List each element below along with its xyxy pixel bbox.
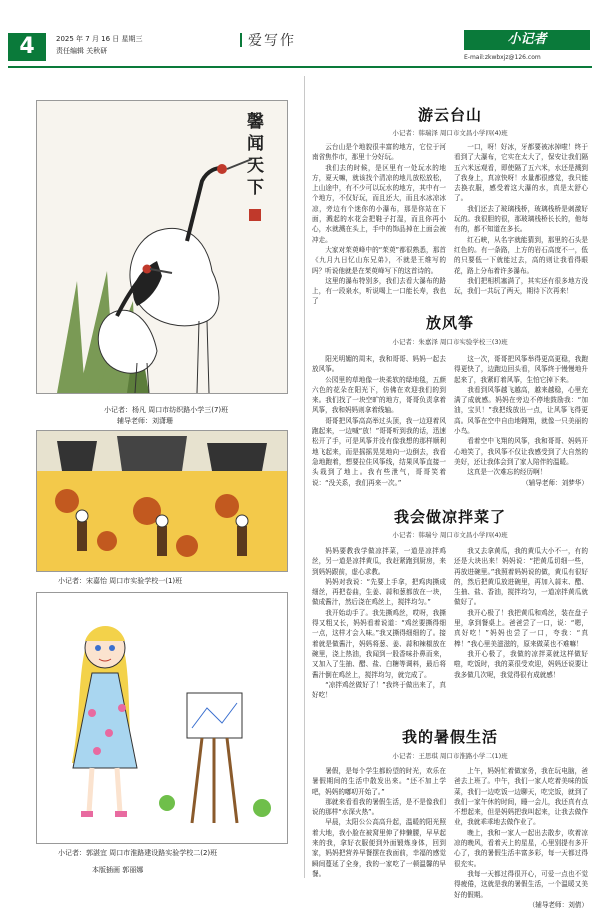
issue-date: 2025 年 7 月 16 日 星期三 [56, 35, 143, 43]
girl-illustration [37, 593, 287, 843]
caption-girl: 小记者：郭湛宜 周口市淮路建设路实验学校二(2)班 [58, 849, 218, 857]
farm-scene-painting [36, 430, 288, 572]
email-line: E-mail:zkwbxjz@126.com [464, 54, 541, 61]
girl-painting [36, 592, 288, 844]
article-body-col1: 暑假，是每个学生都盼望的时光，欢乐在暑假期间的生活中散发出来。“还不加上学吧，妈妈的嘟叨开始了。” 那就来看看我的暑假生活，是不是像我们说的那样“水深火热”。 早晨，太阳公公高高升起，温暖的阳光照着大地，我小脸在被窝里伸了伸懒腰，早早起来的我，拿好衣服便到外面锻炼身体，回到家，妈妈把营养早餐摆在我面前，幸福的感觉瞬间蔓延了全身，我的一家吃了一顿温馨的早餐。 [312, 767, 446, 878]
caption-farm: 小记者：宋嘉怡 周口市实验学校一(1)班 [58, 577, 183, 585]
article-body-col2: 我又去拿黄瓜，我的黄瓜大小不一，有的还是大块出来！妈妈说：“把黄瓜切细一些，再放进碗里。”我照着妈妈说的做，黄瓜有很好的，然后把黄瓜放进碗里，再加入蒜末、醋、生抽、盐、香油，搅拌均匀，一道凉拌黄瓜就做好了。 我开心极了！我把黄瓜和鸡丝，装在盘子里，拿到餐桌上。爸爸尝了一口，说：“嗯，真好吃！”妈妈也尝了一口，夸我：“真棒！”我心里美滋滋的，原来做菜也不难嘛！ 我开心极了，我做的凉拌菜就这样做好啦，吃饭时，我的菜很受欢迎，妈妈还说要让我多做几次呢，我觉得很有成就感！ [454, 547, 588, 679]
article-byline: 小记者：韩瑞泽 周口市文昌小学四(4)班 [392, 129, 508, 137]
article-body-col1: 阳光明媚的周末，我和哥哥、妈妈一起去放风筝。 公园里的草地像一块柔软的绿地毯，五颜六色的花朵在阳光下，仿佛在欢迎我们的到来。我们找了一块空旷的地方，哥哥负责拿着风筝，我和妈妈则拿着线轴。 哥哥把风筝高高举过头顶，我一边迎着风跑起来，一边喊“放！”哥哥听到我的话，迅速松开了手，可是风筝并没有像我想的那样顺利地飞起来，而是摇摇晃晃地向一边倒去，我看急地跑着，想要拉住风筝线，结果风筝直接一头栽到了地上。我有些泄气，哥哥笑着说：“没关系，我们再来一次。” [312, 355, 446, 487]
illustration-credit: 本版插画 郭丽娜 [92, 866, 144, 874]
article-title: 我的暑假生活 [401, 728, 498, 746]
article-body-col2: 这一次，哥哥把风筝举得更高更稳，我跑得更快了，边跑边回头看，风筝终于慢慢地升起来了，我紧盯着风筝，生怕它掉下来。 我看到风筝越飞越高，越来越稳，心里充满了成就感。妈妈在旁边不停地鼓励我：“加油，宝贝！”我把线放出一点，让风筝飞得更高。风筝在空中自由地翱翔，就像一只美丽的小鸟。 看着空中飞翔的风筝，我和哥哥、妈妈开心地笑了，我风筝不仅让我感受到了大自然的美好，还让我体会到了家人陪伴的温暖。 这真是一次难忘的经历啊！ （辅导老师：刘梦华） [454, 355, 588, 487]
painting-calligraphy: 馨闻天下 [247, 112, 264, 198]
header-rule [8, 66, 592, 68]
editor-line: 责任编辑 关秋研 [56, 47, 108, 55]
article-title: 游云台山 [417, 106, 482, 124]
caption-cranes: 小记者：杨凡 周口市纺织路小学三(7)班 [104, 406, 229, 414]
article-byline: 小记者：朱嘉泽 周口市实验学校三(3)班 [392, 338, 508, 346]
article-body-col1: 妈妈要教我学做凉拌菜，一道是凉拌鸡丝，另一道是凉拌黄瓜，我赶紧跑到厨房，来到妈妈跟前，虚心求教。 妈妈对我说：“先要上手拿，把鸡肉撕成细丝，再把卷曲，生姜、蒜和葱都放在一块，做成酱汁，然后浇在鸡丝上，搅拌均匀。” 我开始动手了。我先撕鸡丝，哎呀，我撕得又粗又长，妈妈看着说道：“鸡丝要撕得细一点，这样才会入味。”我又撕得细细的了。接着就是做酱汁，妈妈将葱、姜、蒜和辣椒放在碗里，浇上热油，我闻到一股香味扑鼻而来，又加入了生抽、醋、盐、白糖等调料，最后将酱汁倒在鸡丝上，搅拌均匀，就完成了。 “凉拌鸡丝做好了！”我终于做出来了，真好吃！ [312, 547, 446, 700]
page-number: 4 [8, 33, 46, 61]
farm-illustration [37, 431, 287, 571]
teacher-cranes: 辅导老师：刘潇珊 [117, 417, 173, 425]
column-logo: 小记者 [464, 30, 590, 50]
article-body-col1: 云台山是个地貌很丰富的地方，它位于河南省焦作市，那里十分好玩。 我们去的时候，是区里有一处玩水的地方，夏天嘛，就该找个清凉的地儿放松放松，上山途中，有不少可以玩水的地方，其中有一个地方，不仅好玩，而且还大，而且水冰凉冰凉，旁边有个迷你的小瀑布，那是你站在下面，溅起的水花会把鞋子打湿，而且你再小心，水就溅在头上，手中的饰品掉在上面会被冲走。 大家对茱萸峰中的“茱萸”都很熟悉，那首《九月九日忆山东兄弟》，不就是王维写的吗？听说他就是在茱萸峰写下的这首诗的。 这里的瀑布特别多，我们去看大瀑布的路上，有一段泉水，听说喝上一口能长寿，我也了 [312, 143, 446, 306]
column-divider [304, 76, 305, 878]
section-title: 爱写作 [240, 30, 296, 50]
article-byline: 小记者：王思琪 周口市淮路小学二(1)班 [392, 752, 508, 760]
article-title: 放风筝 [425, 314, 474, 332]
article-body-col2: 一口，呀！好冰，牙都要被冰掉啦！终于看到了大瀑布，它实在太大了，保安让我们隔五六米远观看，即使隔了五六米，水还是溅到了我身上，真凉快呀！水量都很感觉，我只能去换衣服，感受着这大瀑的水，真是太舒心了。 我们还去了玻璃栈桥，玻璃栈桥是刺激好玩的。我很胆的很，那玻璃栈桥长长的，他每有的，都不知道在多长。 红石峡，从名字就能猜到，那里的石头是红色的。有一条路，上方的岩石高度不一，低的只要低一下就能过去，高的则让我看得眼花，路上分布着许多瀑布。 我们把相机塞满了，其实还有很多地方没玩，我们一共玩了两天，期待下次再来！ [454, 143, 588, 296]
article-title: 我会做凉拌菜了 [393, 508, 506, 526]
article-byline: 小记者：韩瑞兮 周口市文昌小学四(4)班 [392, 531, 508, 539]
article-body-col2: 上午，妈妈忙着做家务，我在玩电脑，爸爸去上班了。中午，我们一家人吃着美味的饭菜，我们一边吃饭一边聊天，吃完饭，就到了我们一家午休的时间，睡一会儿，我还真有点不想起来，但是妈妈把我叫起来，让我去做作业，我就乖乖地去做作业了。 晚上，我和一家人一起出去散步，吹着凉凉的晚风，看着天上的星星，心里别提有多开心了，我的暑假生活丰富多彩，每一天都过得很充实。 我每一天都过得很开心，可爱一点也不觉得疲倦，这就是我的暑假生活，一个温暖又美好的假期。 （辅导老师：刘倩） [454, 767, 588, 909]
cranes-painting [36, 100, 288, 394]
artist-seal [249, 209, 261, 221]
